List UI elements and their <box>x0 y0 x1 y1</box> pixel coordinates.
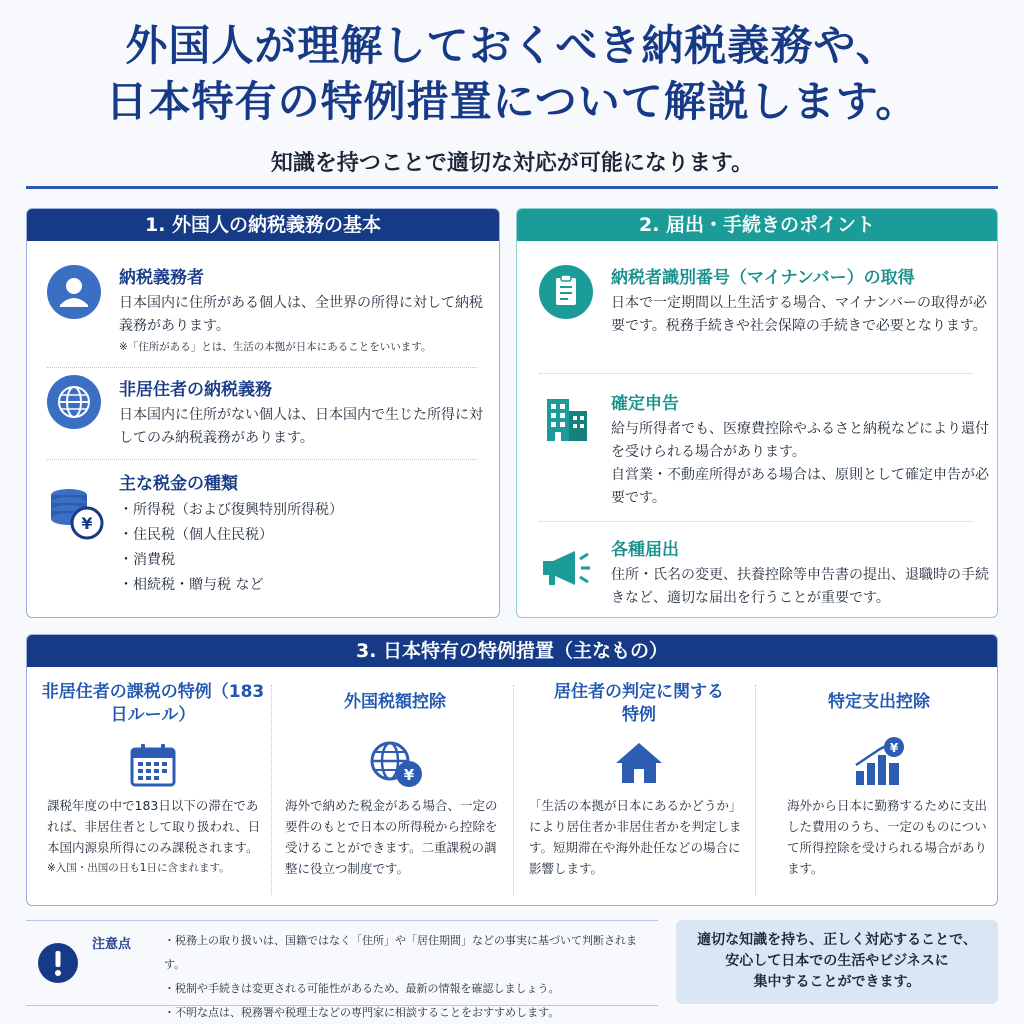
bullet-item: ・消費税 <box>119 552 175 568</box>
buildings-icon <box>541 393 593 445</box>
title-line-1: 外国人が理解しておくべき納税義務や、 <box>125 21 899 70</box>
column-title: 非居住者の課税の特例（183日ルール） <box>41 682 265 725</box>
svg-text:¥: ¥ <box>889 741 899 755</box>
measure-column <box>37 681 269 874</box>
column-title: 特定支出控除 <box>828 692 930 712</box>
notice-item: ・不明な点は、税務署や税理士などの専門家に相談することをおすすめします。 <box>164 1006 560 1019</box>
measure-column <box>763 681 995 876</box>
summary-line: 安心して日本での生活やビジネスに <box>725 953 949 969</box>
divider <box>539 373 973 374</box>
divider <box>539 521 973 522</box>
column-text: 海外から日本に勤務するために支出した費用のうち、一定のものについて所得控除を受けられる場合があります。 <box>787 798 988 876</box>
notice-box <box>26 920 658 1019</box>
item-text: 給与所得者でも、医療費控除やふるさと納税などにより還付を受けられる場合があります。 <box>611 421 989 460</box>
column-divider <box>513 685 514 895</box>
header-divider <box>26 186 998 189</box>
globe-icon <box>47 375 101 429</box>
column-text: 海外で納めた税金がある場合、一定の要件のもとで日本の所得税から控除を受けることができます。二重課税の調整に役立つ制度です。 <box>285 798 498 876</box>
coins-yen-icon <box>47 483 105 541</box>
exclamation-icon <box>38 943 78 983</box>
column-body: 課税年度の中で183日以下の滞在であれば、非居住者として取り扱われ、日本国内源泉所得にのみ課税されます。 <box>47 798 261 855</box>
section-tax-basics <box>26 208 500 618</box>
item-title: 非居住者の納税義務 <box>119 380 272 400</box>
svg-text:¥: ¥ <box>403 766 415 784</box>
bullet-item: ・住民税（個人住民税） <box>119 527 273 543</box>
bullet-item: ・所得税（および復興特別所得税） <box>119 502 343 518</box>
column-title: 外国税額控除 <box>344 692 446 712</box>
house-icon <box>614 741 664 785</box>
notice-label: 注意点 <box>92 937 132 952</box>
notice-item: ・税務上の取り扱いは、国籍ではなく「住所」や「居住期間」などの事実に基づいて判断されます。 <box>164 934 637 971</box>
column-note: ※入国・出国の日も1日に含まれます。 <box>47 862 230 874</box>
divider <box>47 459 477 460</box>
item-text: 日本国内に住所がない個人は、日本国内で生じた所得に対してのみ納税義務があります。 <box>119 407 483 446</box>
section-heading: 2. 届出・手続きのポイント <box>517 209 997 241</box>
item-title: 納税者識別番号（マイナンバー）の取得 <box>611 268 915 288</box>
person-icon <box>47 265 101 319</box>
item-note: ※「住所がある」とは、生活の本拠が日本にあることをいいます。 <box>119 341 432 353</box>
clipboard-icon <box>539 265 593 319</box>
column-title: 居住者の判定に関する特例 <box>554 682 724 725</box>
svg-text:¥: ¥ <box>81 514 93 533</box>
column-text: 「生活の本拠が日本にあるかどうか」により居住者か非居住者かを判定します。短期滞在や海外赴任などの場合に影響します。 <box>529 798 742 876</box>
page-title <box>0 18 1024 130</box>
section-heading: 3. 日本特有の特例措置（主なもの） <box>27 635 997 667</box>
item-text: 自営業・不動産所得がある場合は、原則として確定申告が必要です。 <box>611 467 989 506</box>
divider <box>47 367 477 368</box>
section-heading: 1. 外国人の納税義務の基本 <box>27 209 499 241</box>
item-title: 各種届出 <box>611 540 679 560</box>
item-text: 日本国内に住所がある個人は、全世界の所得に対して納税義務があります。 <box>119 295 483 334</box>
column-divider <box>271 685 272 895</box>
summary-line: 集中することができます。 <box>753 974 921 990</box>
column-divider <box>755 685 756 895</box>
summary-box <box>676 920 998 1004</box>
summary-line: 適切な知識を持ち、正しく対応することで、 <box>697 932 977 948</box>
item-text: 日本で一定期間以上生活する場合、マイナンバーの取得が必要です。税務手続きや社会保障の手続きで必要となります。 <box>611 295 988 334</box>
megaphone-icon <box>541 543 593 595</box>
globe-yen-icon <box>366 737 424 789</box>
item-text: 住所・氏名の変更、扶養控除等申告書の提出、退職時の手続きなど、適切な届出を行うことが重要です。 <box>611 567 989 606</box>
item-title: 納税義務者 <box>119 268 204 288</box>
item-title: 確定申告 <box>611 394 679 414</box>
bullet-item: ・相続税・贈与税 など <box>119 577 264 593</box>
bar-chart-yen-icon <box>852 735 906 787</box>
section-special-measures <box>26 634 998 906</box>
notice-item: ・税制や手続きは変更される可能性があるため、最新の情報を確認しましょう。 <box>164 982 560 995</box>
measure-column <box>523 681 755 876</box>
title-line-2: 日本特有の特例措置について解説します。 <box>105 77 919 126</box>
item-title: 主な税金の種類 <box>119 474 238 494</box>
page-subtitle: 知識を持つことで適切な対応が可能になります。 <box>270 151 754 176</box>
calendar-icon <box>130 743 176 787</box>
column-text <box>47 795 262 879</box>
section-procedures <box>516 208 998 618</box>
measure-column <box>279 681 511 876</box>
